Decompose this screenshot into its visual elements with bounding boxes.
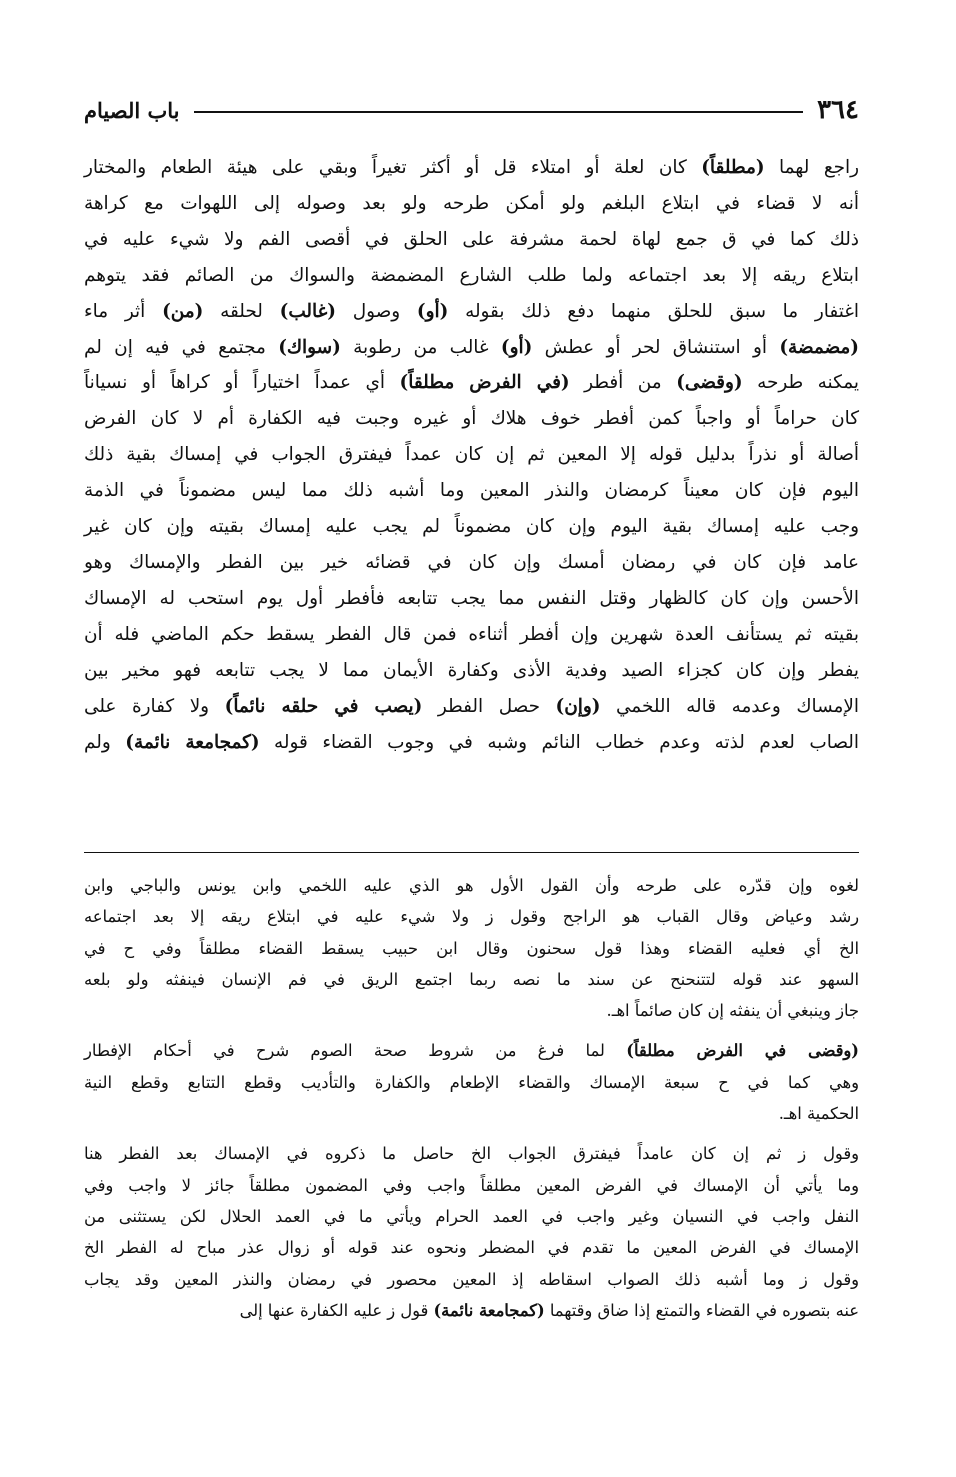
bold-text: (من) [162, 300, 204, 322]
text-run: وهي كما في ح سبعة الإمساك والقضاء الإطعام والكفارة والتأديب وقطع التتابع وقطع النية [84, 1072, 859, 1092]
text-run: ابتلاع ريقه إلا بعد اجتماعه ولما طلب الشارع المضمضة والسواك من الصائم فقد يتوهم [84, 264, 859, 286]
text-run: ولا كفارة على [84, 695, 225, 717]
text-run: راجع لهما [764, 157, 859, 178]
bold-text: (وقضى) [676, 372, 743, 394]
bold-text: (كمجامعة نائمة) [433, 1300, 545, 1320]
text-run: لحلقه [203, 300, 280, 322]
text-line [84, 653, 859, 689]
text-line [84, 365, 859, 401]
text-run: عنه بتصوره في القضاء والتمتع إذا ضاق وقتهما [544, 1300, 859, 1320]
footnote-paragraph [84, 1138, 859, 1326]
text-line [84, 509, 859, 545]
text-run: وصول [335, 300, 417, 322]
footnote-paragraph [84, 1035, 859, 1129]
text-run: حصل الفطر [422, 695, 556, 717]
text-run: وما يأتي أن الإمساك في الفرض المعين مطلقاً واجب وفي المضمون مطلقاً جائز لا واجب وفي [84, 1175, 859, 1195]
text-run: غالب من رطوبة [340, 336, 501, 358]
chapter-title: باب الصيام [84, 97, 180, 123]
text-run: أصالة أو نذراً بدليل قوله إلا المعين ثم إن كان عمداً فيفترق الجواب في إمساك بقية ذلك [84, 444, 859, 466]
text-run: أثر ماء [84, 300, 163, 322]
text-run: ذلك كما في ق جمع لهاة لحمة مشرفة على الحلق في أقصى الفم ولا شيء عليه في [84, 228, 859, 250]
text-line [84, 1035, 859, 1066]
bold-text: (في الفرض مطلقاً) [399, 372, 570, 394]
text-run: الأحسن وإن كان كالظهار وقتل النفس مما يجب تتابعه فأفطر أول يوم استحب له الإمساك [84, 587, 859, 609]
header-rule [194, 111, 804, 113]
text-line [84, 1232, 859, 1263]
text-run: أنه لا قضاء في ابتلاع البلغم ولو أمكن طرحه ولو بعد وصوله إلى اللهوات مع كراهة [84, 192, 859, 214]
text-line [84, 545, 859, 581]
text-line [84, 330, 859, 366]
text-run: عامد فإن كان في رمضان أمسك وإن كان في قضائه خير بين الفطر والإمساك وهو [84, 551, 859, 573]
text-line [84, 294, 859, 330]
bold-text: (وإن) [555, 695, 601, 717]
footnotes [84, 870, 859, 1326]
text-run: لما فرغ من شروط صحة الصوم شرح في أحكام الإفطار [84, 1041, 627, 1061]
text-run: اليوم فإن كان معيناً كرمضان والنذر المعين وما أشبه ذلك مما ليس مضموناً في الذمة [84, 480, 859, 502]
text-line [84, 401, 859, 437]
text-line [84, 473, 859, 509]
text-line [84, 581, 859, 617]
text-run: النفل واجب في النسيان وغير واجب في العمد الحرام ويأتي ما في العمد الحلال لكن يستثنى من [84, 1206, 859, 1226]
text-run: بقيته ثم يستأنف العدة شهرين وإن أفطر أثناءه فمن قال الفطر يسقط حكم الماضي فله أن [84, 623, 859, 645]
bold-text: (أو) [500, 336, 533, 358]
page-number: ٣٦٤ [817, 95, 859, 125]
text-run: وقول ز وما أشبه ذلك الصواب اسقاطه إذ المعين محصور في رمضان والنذر المعين وقد يجاب [84, 1269, 859, 1289]
main-text [84, 150, 859, 760]
text-run: كان لعلة أو امتلاء قل أو أكثر تغيراً وبقي على هيئة الطعام والمختار [84, 157, 702, 178]
text-run: أي عمداً اختياراً أو كراهاً أو نسياناً [84, 372, 400, 394]
text-line [84, 1264, 859, 1295]
text-line [84, 617, 859, 653]
text-run: يمكنه طرحه [742, 372, 859, 394]
text-line [84, 725, 859, 761]
text-line [84, 689, 859, 725]
text-run: اغتفار ما سبق للحلق منهما دفع ذلك بقوله [448, 300, 859, 322]
text-run: السهو عند قوله لتتنحنح عن سند ما نصه ربما اجتمع الريق في فم الإنسان فينفثه ولو بلعه [84, 969, 859, 989]
text-line [84, 1201, 859, 1232]
text-line [84, 1067, 859, 1098]
text-run: الإمساك في الفرض المعين ما تقدم في المضطر ونحوه عند قوله أو زوال عذر مباح له الفطر الخ [84, 1238, 859, 1258]
text-run: كان حراماً أو واجباً كمن أفطر خوف هلاك أو غيره وجبت فيه الكفارة أم لا كان الفرض [84, 408, 859, 430]
text-run: وجب عليه إمساك بقية اليوم وإن كان مضموناً لم يجب عليه إمساك بقيته وإن كان غير [84, 516, 859, 538]
text-run: يفطر وإن كان كجزاء الصيد وفدية الأذى وكفارة الأيمان مما لا يجب تتابعه فهو مخير بين [84, 659, 859, 681]
text-line [84, 870, 859, 901]
text-run: ولم [84, 731, 126, 753]
bold-text: (وقضى في الفرض مطلقاً) [626, 1041, 859, 1061]
text-run: رشد وعياض وقال القباب هو الراجح وقول ز ولا شيء عليه في ابتلاع ريقه إلا بعد اجتماعه [84, 907, 859, 927]
bold-text: (مطلقاً) [701, 157, 765, 178]
text-line [84, 222, 859, 258]
text-run: مجتمع في فيه إن لم [84, 336, 279, 358]
text-line [84, 1295, 859, 1326]
text-line [84, 258, 859, 294]
bold-text: (غالب) [279, 300, 336, 322]
text-run: أو استنشاق لحر أو عطش [532, 336, 780, 358]
bold-text: (أو) [416, 300, 449, 322]
text-run: وقول ز ثم إن كان عامداً فيفترق الجواب الخ حاصل ما ذكروه في الإمساك بعد الفطر هنا [84, 1144, 859, 1164]
text-run: قول ز عليه الكفارة عنها إلى [239, 1300, 434, 1320]
text-line [84, 901, 859, 932]
text-run: جاز وينبغي أن ينفثه إن كان صائماً اهـ. [606, 1001, 859, 1021]
footnote-paragraph [84, 870, 859, 1026]
text-line [84, 995, 859, 1026]
text-line [84, 150, 859, 186]
text-run: الصاب لعدم لذته وعدم خطاب النائم وشبه في وجوب القضاء قوله [259, 731, 859, 753]
text-run: الخ أي فعليه القضاء وهذا قول سحنون وقال ابن حبيب يسقط القضاء مطلقاً وفي ح في [84, 938, 859, 958]
text-line [84, 1138, 859, 1169]
bold-text: (كمجامعة نائمة) [125, 731, 260, 753]
text-line [84, 437, 859, 473]
text-line [84, 1170, 859, 1201]
text-line [84, 186, 859, 222]
text-run: من أفطر [569, 372, 677, 394]
bold-text: (سواك) [278, 336, 341, 358]
text-line [84, 1098, 859, 1129]
page-header [84, 92, 859, 128]
text-run: الحكمية اهـ. [778, 1104, 859, 1124]
bold-text: (مضمضة) [779, 336, 859, 358]
footnote-separator [84, 852, 859, 853]
text-line [84, 964, 859, 995]
text-run: لغوه وإن قدّره على طرحه وأن القول الأول هو الذي عليه اللخمي وابن يونس والباجي وابن [84, 876, 859, 895]
text-run: الإمساك وعدمه قاله اللخمي [600, 695, 859, 717]
bold-text: (يصب في حلقه نائماً) [224, 695, 423, 717]
text-line [84, 933, 859, 964]
